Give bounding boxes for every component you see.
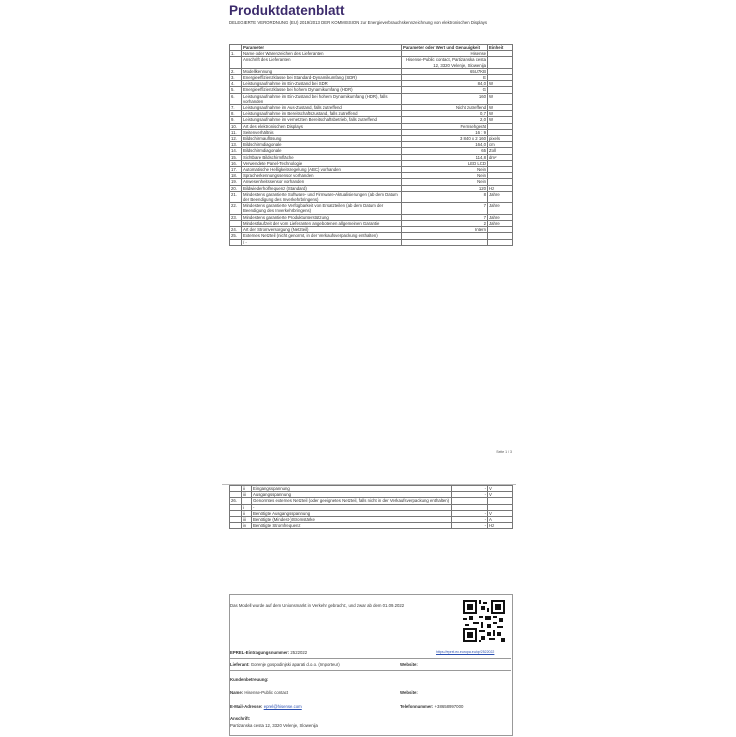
address-label: Anschrift: — [230, 716, 251, 721]
row-unit: V — [488, 510, 513, 516]
row-unit: Jahre — [488, 220, 513, 226]
row-number: 6. — [230, 93, 242, 104]
page-number: Seite 1 / 3 — [496, 450, 512, 454]
row-value: - — [452, 510, 488, 516]
row-value: - — [452, 517, 488, 523]
row-value: 114,8 — [402, 154, 488, 160]
row-number: 1. — [230, 51, 242, 57]
divider — [229, 658, 511, 659]
row-parameter: Leistungsaufnahme im Bereitschaftszustand, falls zutreffend — [242, 111, 402, 117]
row-unit: W — [488, 105, 513, 111]
regulation-subtitle: DELEGIERTE VERORDNUNG (EU) 2019/2013 DER KOMMISSION zur Energieverbrauchskennzeichnung von elektronischen Displays — [229, 20, 488, 25]
row-unit: V — [488, 486, 513, 492]
row-number: 11. — [230, 129, 242, 135]
row-parameter: Automatische Helligkeitsregelung (ABC) vorhanden — [242, 167, 402, 173]
row-sub: ii — [242, 510, 252, 516]
customer-service-label: Kundenbetreuung: — [230, 677, 269, 682]
row-value: 8 — [402, 191, 488, 202]
row-unit: Hz — [488, 185, 513, 191]
row-parameter: Bildschirmauflösung — [242, 136, 402, 142]
row-number: 7. — [230, 105, 242, 111]
row-value: 160 — [402, 93, 488, 104]
table-row — [230, 523, 513, 529]
row-unit: pixels — [488, 136, 513, 142]
row-value: 0,7 — [402, 111, 488, 117]
supplier-website-label: Website: — [400, 662, 418, 667]
row-parameter: Name oder Warenzeichen des Lieferanten — [242, 51, 402, 57]
row-parameter: Benötigte (Mindest-)Stromstärke — [252, 517, 452, 523]
row-number: 26. — [230, 498, 242, 504]
row-parameter: Verwendete Panel-Technologie — [242, 160, 402, 166]
row-value: - — [452, 486, 488, 492]
row-number — [230, 57, 242, 68]
row-value: 7 — [402, 214, 488, 220]
contact-website-label: Website: — [400, 690, 418, 695]
row-parameter: Mindestens garantierte Software- und Firmware-Aktualisierungen (ab dem Datum der Beendigung des Inverkehrbringens) — [242, 191, 402, 202]
col-value: Parameter oder Wert und Genauigkeit — [402, 45, 488, 51]
datasheet-table-continued — [229, 485, 513, 529]
row-sub: iii — [242, 517, 252, 523]
address-value: Partizanska cesta 12, 3320 Velenje, Slowenija — [230, 723, 318, 728]
row-number: 15. — [230, 154, 242, 160]
row-value: 7 — [402, 203, 488, 214]
row-parameter: Mindestens garantierte Verfügbarkeit von Ersatzteilen (ab dem Datum der Beendigung des Inverkehrbringens) — [242, 203, 402, 214]
row-parameter: Anschrift des Lieferanten — [242, 57, 402, 68]
row-parameter: - — [252, 504, 452, 510]
table-row — [230, 93, 513, 104]
datasheet-table — [229, 44, 513, 246]
row-number: 22. — [230, 203, 242, 214]
row-parameter: Sichtbare Bildschirmfläche — [242, 154, 402, 160]
row-unit: W — [488, 117, 513, 123]
row-parameter: Leistungsaufnahme im vernetzten Bereitschaftsbetrieb, falls zutreffend — [242, 117, 402, 123]
row-value: 3 840 x 2 160 — [402, 136, 488, 142]
row-sub: i — [242, 504, 252, 510]
row-parameter: Genormtes externes Netzteil (oder geeignetes Netzteil, falls nicht in der Verkaufsverpackung enthalten) — [252, 498, 452, 504]
page-title: Produktdatenblatt — [229, 3, 345, 18]
row-number: 13. — [230, 142, 242, 148]
row-number: 10. — [230, 123, 242, 129]
qr-code-icon[interactable] — [463, 600, 505, 642]
row-value: 16 : 9 — [402, 129, 488, 135]
contact-name-row: Name: Hisense-Public contact — [230, 690, 289, 695]
eprel-link[interactable]: https://eprel.ec.europa.eu/qr/2522022 — [436, 650, 495, 654]
row-number: 3. — [230, 75, 242, 81]
row-value: E — [402, 75, 488, 81]
col-parameter: Parameter — [242, 45, 402, 51]
row-number — [230, 523, 242, 529]
row-unit: Zoll — [488, 148, 513, 154]
row-value: Nein — [402, 179, 488, 185]
row-number: 16. — [230, 160, 242, 166]
row-number: 14. — [230, 148, 242, 154]
row-unit — [488, 57, 513, 68]
table-row — [230, 191, 513, 202]
row-value: 164,0 — [402, 142, 488, 148]
email-link[interactable]: eprel@hisense.com — [263, 704, 302, 709]
row-value: 65U7KB — [402, 68, 488, 74]
supplier-row: Lieferant: Gorenje gospodinjski aparati d.o.o. (Importeur) — [230, 662, 340, 667]
row-parameter: / - — [242, 239, 402, 245]
market-text: Das Modell wurde auf dem Unionsmarkt in Verkehr gebracht:, und zwar ab dem 01.09.2022 — [230, 603, 405, 608]
row-parameter: Energieeffizienzklasse bei hohem Dynamikumfang (HDR) — [242, 87, 402, 93]
row-parameter: Benötigte Ausgangsspannung — [252, 510, 452, 516]
row-unit: W — [488, 93, 513, 104]
row-number: 17. — [230, 167, 242, 173]
row-parameter: Eingangsspannung — [252, 486, 452, 492]
row-value: 84,0 — [402, 81, 488, 87]
row-number: 23. — [230, 214, 242, 220]
row-parameter: Benötigte Stromfrequenz — [252, 523, 452, 529]
col-unit: Einheit — [488, 45, 513, 51]
row-parameter: Energieeffizienzklasse bei Standard-Dynamikumfang (SDR) — [242, 75, 402, 81]
row-number: 12. — [230, 136, 242, 142]
row-value: - — [452, 523, 488, 529]
row-number: 2. — [230, 68, 242, 74]
row-parameter: Modellkennung — [242, 68, 402, 74]
row-parameter: Art des elektronischen Displays — [242, 123, 402, 129]
row-sub: iii — [242, 492, 252, 498]
row-unit — [488, 239, 513, 245]
row-number: 5. — [230, 87, 242, 93]
row-number: 4. — [230, 81, 242, 87]
table-row — [230, 57, 513, 68]
row-parameter: Mindestlaufzeit der vom Lieferanten angebotenen allgemeinen Garantie — [242, 220, 402, 226]
row-parameter: Seitenverhältnis — [242, 129, 402, 135]
row-value: Hisense — [402, 51, 488, 57]
row-parameter: Art der Stromversorgung (Netzteil) — [242, 227, 402, 233]
row-unit: Jahre — [488, 203, 513, 214]
row-value: - — [452, 492, 488, 498]
row-unit: Jahre — [488, 191, 513, 202]
row-number: 18. — [230, 173, 242, 179]
eprel-label: EPREL-Eintragungsnummer: 2522022 — [230, 650, 308, 655]
row-unit: W — [488, 81, 513, 87]
divider — [229, 670, 511, 671]
row-value: 2 — [402, 220, 488, 226]
row-value: Nein — [402, 173, 488, 179]
row-value: Hisense-Public contact, Partizanska cesta 12, 3320 Velenje, Slowenija — [402, 57, 488, 68]
row-value: 2,0 — [402, 117, 488, 123]
row-number: 9. — [230, 117, 242, 123]
datasheet-page-1 — [222, 0, 516, 462]
row-number: 25. — [230, 233, 242, 239]
row-value: G — [402, 87, 488, 93]
row-unit: A — [488, 517, 513, 523]
row-parameter: Spracherkennungssensor vorhanden — [242, 173, 402, 179]
row-value: 65 — [402, 148, 488, 154]
row-number: 8. — [230, 111, 242, 117]
row-value: Nein — [402, 167, 488, 173]
row-parameter: Mindestens garantierte Produktunterstützung — [242, 214, 402, 220]
row-unit: Jahre — [488, 214, 513, 220]
table-row — [230, 239, 513, 245]
row-value: Fernsehgerät — [402, 123, 488, 129]
phone-row: Telefonnummer: +38658997000 — [400, 704, 464, 709]
row-unit: Hz — [488, 523, 513, 529]
table-row — [230, 203, 513, 214]
row-parameter: Bildschirmdiagonale — [242, 148, 402, 154]
row-parameter: Leistungsaufnahme im Ein-Zustand bei SDR — [242, 81, 402, 87]
row-value: Nicht zutreffend — [402, 105, 488, 111]
row-number: 24. — [230, 227, 242, 233]
row-parameter: Leistungsaufnahme im Ein-Zustand bei hohem Dynamikumfang (HDR), falls vorhanden — [242, 93, 402, 104]
row-unit: dm² — [488, 154, 513, 160]
row-sub: iv — [242, 523, 252, 529]
row-parameter: Leistungsaufnahme im Aus-Zustand, falls zutreffend — [242, 105, 402, 111]
row-number: 19. — [230, 179, 242, 185]
row-value: 120 — [402, 185, 488, 191]
row-parameter: Anwesenheitssensor vorhanden — [242, 179, 402, 185]
row-value: Intern — [402, 227, 488, 233]
row-number — [230, 239, 242, 245]
row-value — [402, 239, 488, 245]
row-sub: ii — [242, 486, 252, 492]
row-unit: V — [488, 492, 513, 498]
row-parameter: Bildschirmdiagonale — [242, 142, 402, 148]
row-unit: W — [488, 111, 513, 117]
row-number: 21. — [230, 191, 242, 202]
row-parameter: Bildwiederholfrequenz (Standard) — [242, 185, 402, 191]
row-number: 20. — [230, 185, 242, 191]
row-parameter: Externes Netzteil (nicht genormt, in der Verkaufsverpackung enthalten) — [242, 233, 402, 239]
email-row: E-Mail-Adresse: eprel@hisense.com — [230, 704, 302, 709]
row-unit: cm — [488, 142, 513, 148]
row-value: LED LCD — [402, 160, 488, 166]
row-parameter: Ausgangsspannung — [252, 492, 452, 498]
